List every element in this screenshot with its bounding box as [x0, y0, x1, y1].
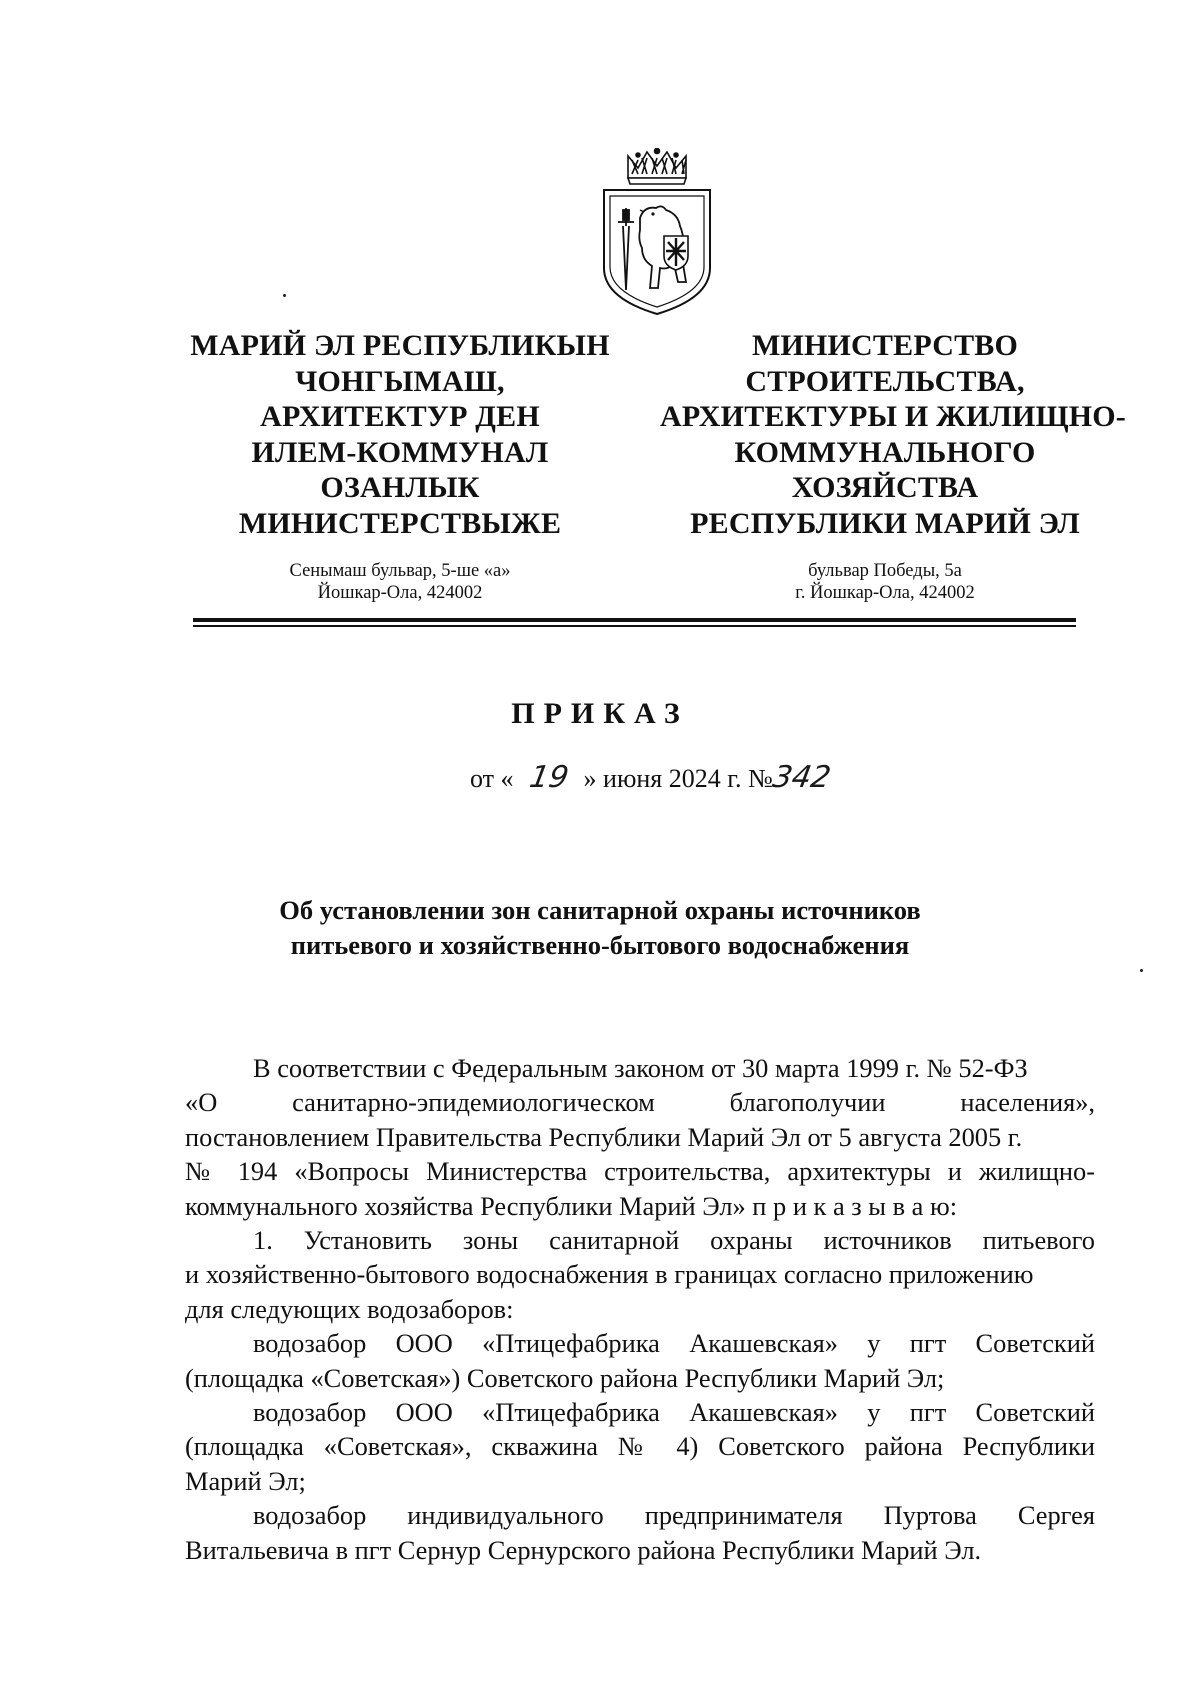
header-right-line: ХОЗЯЙСТВА — [791, 471, 979, 504]
subject-line: питьевого и хозяйственно-бытового водоснабжения — [290, 930, 910, 960]
header-divider-thick — [193, 618, 1076, 622]
order-date-line — [470, 760, 837, 795]
body-line: водозабор ООО «Птицефабрика Акашевская» у пгт Советский — [253, 1397, 1095, 1428]
body-line: водозабор ООО «Птицефабрика Акашевская» у пгт Советский — [253, 1328, 1095, 1359]
body-line: водозабор индивидуального предпринимателя Пуртова Сергея — [253, 1500, 1095, 1531]
header-left-title — [190, 328, 610, 541]
body-line: и хозяйственно-бытового водоснабжения в границах согласно приложению — [185, 1259, 1034, 1290]
address-right-line: бульвар Победы, 5а — [808, 561, 962, 581]
coat-of-arms-icon — [598, 148, 716, 316]
scan-speck — [283, 294, 286, 297]
body-line: В соответствии с Федеральным законом от 30 марта 1999 г. № 52-ФЗ — [253, 1053, 1028, 1083]
body-line: № 194 «Вопросы Министерства строительства, архитектуры и жилищно- — [185, 1156, 1095, 1187]
body-line: Марий Эл; — [185, 1465, 306, 1496]
header-left-line: ИЛЕМ-КОММУНАЛ — [251, 435, 549, 469]
order-subject — [0, 893, 1200, 963]
address-left-line: Сенымаш бульвар, 5-ше «а» — [289, 561, 511, 581]
body-line: 1. Установить зоны санитарной охраны источников питьевого — [253, 1225, 1095, 1256]
address-left-line: Йошкар-Ола, 424002 — [317, 583, 483, 603]
header-right-line: МИНИСТЕРСТВО — [751, 329, 1019, 362]
address-right — [705, 560, 1065, 604]
header-right-line: СТРОИТЕЛЬСТВА, — [745, 364, 1025, 398]
body-line: постановлением Правительства Республики Марий Эл от 5 августа 2005 г. — [185, 1121, 1023, 1152]
body-line: (площадка «Советская», скважина № 4) Советского района Республики — [185, 1431, 1095, 1462]
date-prefix: от « — [470, 764, 514, 793]
address-left — [220, 560, 580, 604]
body-line: Витальевича в пгт Сернур Сернурского района Республики Марий Эл. — [185, 1534, 982, 1565]
header-right-title — [660, 328, 1127, 541]
header-left-line: АРХИТЕКТУР ДЕН — [260, 400, 540, 433]
header-left-line: МИНИСТЕРСТВЫЖЕ — [238, 506, 562, 540]
address-right-line: г. Йошкар-Ола, 424002 — [795, 583, 975, 603]
header-right-line: КОММУНАЛЬНОГО — [734, 435, 1036, 469]
subject-line: Об установлении зон санитарной охраны источников — [279, 895, 921, 925]
handwritten-day: 19 — [526, 760, 571, 795]
date-middle: » июня 2024 г. № — [583, 764, 773, 793]
body-line: коммунального хозяйства Республики Марий Эл» п р и к а з ы в а ю: — [185, 1190, 958, 1221]
order-title: ПРИКАЗ — [511, 697, 689, 730]
header-left-line: ОЗАНЛЫК — [320, 471, 480, 504]
header-right-line: РЕСПУБЛИКИ МАРИЙ ЭЛ — [690, 506, 1080, 540]
body-line: «О санитарно-эпидемиологическом благополучии населения», — [185, 1087, 1095, 1118]
scan-speck — [1140, 969, 1143, 972]
order-body — [185, 1051, 1095, 1567]
body-line: для следующих водозаборов: — [185, 1293, 514, 1324]
body-line: (площадка «Советская») Советского района Республики Марий Эл; — [185, 1362, 945, 1393]
handwritten-order-number: 342 — [769, 760, 834, 795]
header-right-line: АРХИТЕКТУРЫ И ЖИЛИЩНО- — [660, 400, 1127, 433]
header-divider-thin — [193, 625, 1076, 627]
header-left-line: МАРИЙ ЭЛ РЕСПУБЛИКЫН — [190, 329, 610, 362]
header-left-line: ЧОНГЫМАШ, — [295, 364, 505, 398]
